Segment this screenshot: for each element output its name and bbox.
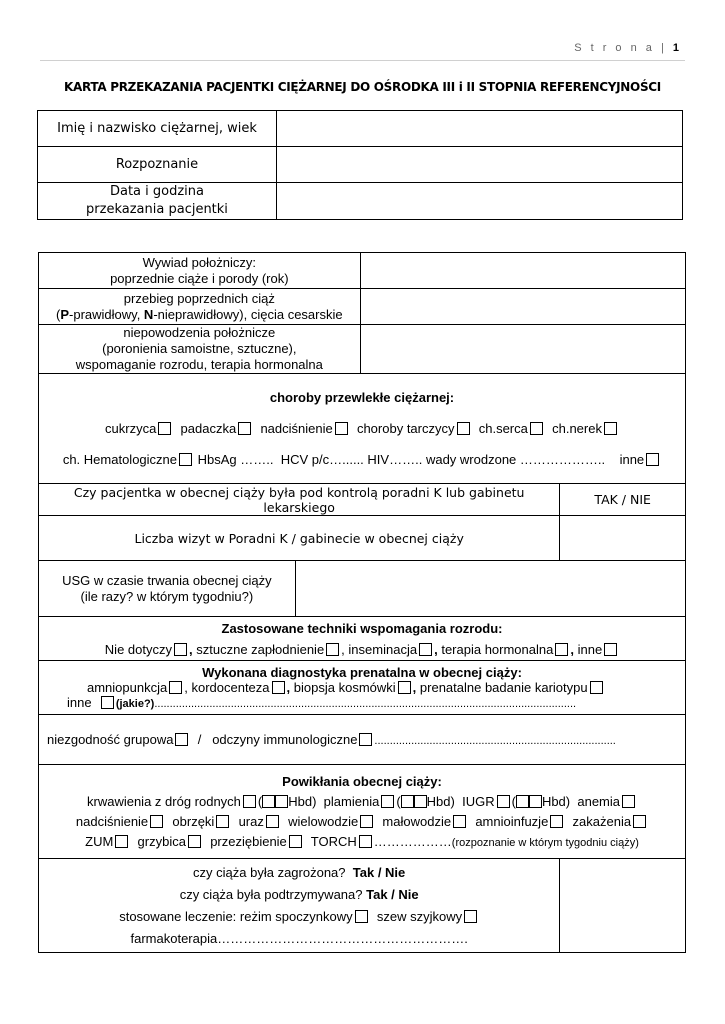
prenatal-comma2: , [286, 680, 291, 695]
infections-checkbox[interactable] [633, 815, 646, 828]
failures-field[interactable] [360, 325, 685, 374]
torch-dots[interactable]: ……………… [373, 834, 452, 849]
fungal-label: grzybica [137, 834, 186, 849]
immuno-section [39, 715, 686, 765]
transfer-label [38, 183, 277, 220]
maintained-answer[interactable]: Tak / Nie [366, 886, 419, 902]
heart-checkbox[interactable] [530, 422, 543, 435]
hiv-label: HIV…….. [367, 452, 423, 467]
bleeding-hbd-label: Hbd) [288, 794, 317, 809]
uraz-label: uraz [238, 814, 264, 829]
assisted-section [39, 617, 686, 661]
chronic-row2 [39, 452, 685, 467]
prev-line1: przebieg poprzednich ciąż [123, 290, 275, 306]
risk-section [39, 859, 560, 953]
artificial-checkbox[interactable] [326, 643, 339, 656]
epilepsy-label: padaczka [180, 421, 237, 436]
immuno-slash: / [197, 732, 202, 747]
reactions-checkbox[interactable] [359, 733, 372, 746]
heart-label: ch.serca [478, 421, 528, 436]
chronic-section [39, 374, 686, 484]
failures-label [39, 325, 361, 374]
bleeding-hbd-box1[interactable] [262, 795, 275, 808]
prev-line2 [39, 307, 360, 323]
insemination-label: inseminacja [348, 641, 418, 657]
spotting-paren: ( [396, 794, 401, 809]
prev-p-text: -prawidłowy, [69, 306, 144, 322]
insemination-checkbox[interactable] [419, 643, 432, 656]
chronic-other-checkbox[interactable] [646, 453, 659, 466]
zum-checkbox[interactable] [115, 835, 128, 848]
reactions-dots[interactable]: ............................................................................... [374, 735, 616, 747]
transfer-field[interactable] [277, 183, 683, 220]
diabetes-checkbox[interactable] [158, 422, 171, 435]
prev-pregnancies-label [39, 289, 361, 325]
visits-field[interactable] [560, 516, 686, 561]
control-question: Czy pacjentka w obecnej ciąży była pod kontrolą poradni K lub gabinetu lekarskiego [39, 484, 560, 516]
assisted-comma4: , [570, 641, 574, 657]
assisted-other-label: inne [577, 641, 603, 657]
amnio-label: amniopunkcja [87, 680, 168, 695]
chronic-other-label: inne [619, 452, 645, 467]
diagnosis-label: Rozpoznanie [38, 147, 277, 183]
page-label: S t r o n a [574, 42, 655, 54]
artificial-label: sztuczne zapłodnienie [196, 641, 325, 657]
spotting-hbd-box1[interactable] [401, 795, 414, 808]
polyhydramnios-label: wielowodzie [288, 814, 359, 829]
obstetric-label [39, 253, 361, 289]
complications-row3 [39, 834, 685, 849]
obstetric-line2: poprzednie ciąże i porody (rok) [110, 270, 289, 286]
transfer-label-line2: przekazania pacjentki [86, 202, 228, 217]
threatened-row [39, 862, 559, 884]
form-title: KARTA PRZEKAZANIA PACJENTKI CIĘŻARNEJ DO OŚRODKA III i II STOPNIA REFERENCYJNOŚCI [64, 80, 661, 94]
hypertension-checkbox[interactable] [335, 422, 348, 435]
karyotype-label: prenatalne badanie kariotypu [419, 680, 588, 695]
edema-label: obrzęki [172, 814, 215, 829]
rest-label: stosowane leczenie: reżim spoczynkowy [119, 908, 353, 924]
obstetric-field[interactable] [360, 253, 685, 289]
fail-line2: (poronienia samoistne, sztuczne), [102, 341, 297, 356]
name-label: Imię i nazwisko ciężarnej, wiek [38, 111, 277, 147]
cvs-checkbox[interactable] [398, 681, 411, 694]
uraz-checkbox[interactable] [266, 815, 279, 828]
bleeding-hbd-box2[interactable] [275, 795, 288, 808]
transfer-label-line1: Data i godzina [109, 184, 204, 199]
threatened-question: czy ciąża była zagrożona? [193, 864, 346, 880]
chronic-row1 [39, 421, 685, 436]
hemato-label: ch. Hematologiczne [62, 452, 177, 467]
oligohydramnios-label: małowodzie [382, 814, 452, 829]
amnioinfusion-checkbox[interactable] [550, 815, 563, 828]
prenatal-row [67, 680, 685, 695]
prenatal-other-row [67, 695, 667, 710]
name-field[interactable] [277, 111, 683, 147]
cerclage-checkbox[interactable] [464, 910, 477, 923]
control-answer[interactable]: TAK / NIE [560, 484, 686, 516]
prenatal-other-checkbox[interactable] [101, 696, 114, 709]
thyroid-checkbox[interactable] [457, 422, 470, 435]
assisted-comma3: , [434, 641, 438, 657]
infections-label: zakażenia [572, 814, 632, 829]
anemia-label: anemia [577, 794, 620, 809]
prenatal-comma3: , [412, 680, 417, 695]
complications-row1 [39, 794, 685, 809]
assisted-other-checkbox[interactable] [604, 643, 617, 656]
rest-checkbox[interactable] [355, 910, 368, 923]
assisted-heading: Zastosowane techniki wspomagania rozrodu: [221, 620, 503, 636]
page-header [574, 42, 679, 54]
prev-p: P [60, 306, 70, 322]
bleeding-label: krwawienia z dróg rodnych [87, 794, 241, 809]
comp-hypertension-checkbox[interactable] [150, 815, 163, 828]
diagnosis-field[interactable] [277, 147, 683, 183]
assisted-row [39, 642, 685, 657]
iugr-hbd-label: Hbd) [541, 794, 571, 809]
karyotype-checkbox[interactable] [590, 681, 603, 694]
iugr-hbd-box2[interactable] [529, 795, 542, 808]
prenatal-which-label: (jakie?) [115, 698, 155, 710]
group-checkbox[interactable] [175, 733, 188, 746]
treatment-row [39, 906, 559, 928]
iugr-hbd-box1[interactable] [516, 795, 529, 808]
polyhydramnios-checkbox[interactable] [360, 815, 373, 828]
prev-n: N [143, 306, 154, 322]
complications-section [39, 765, 686, 859]
usg-field[interactable] [295, 561, 685, 617]
defects-label: wady wrodzone ……………….. [425, 452, 606, 467]
usg-line1: USG w czasie trwania obecnej ciąży [62, 572, 272, 588]
hemato-checkbox[interactable] [179, 453, 192, 466]
fail-line3: wspomaganie rozrodu, terapia hormonalna [75, 357, 323, 372]
prenatal-section [39, 661, 686, 715]
risk-field[interactable] [560, 859, 686, 953]
torch-label: TORCH [310, 834, 357, 849]
comp-hypertension-label: nadciśnienie [75, 814, 149, 829]
visits-label: Liczba wizyt w Poradni K / gabinecie w obecnej ciąży [39, 516, 560, 561]
header-rule [40, 60, 685, 61]
thyroid-label: choroby tarczycy [356, 421, 455, 436]
hypertension-label: nadciśnienie [260, 421, 333, 436]
hcv-label: HCV p/c…...... [280, 452, 364, 467]
hormonal-checkbox[interactable] [555, 643, 568, 656]
spotting-label: plamienia [323, 794, 380, 809]
iugr-checkbox[interactable] [497, 795, 510, 808]
epilepsy-checkbox[interactable] [238, 422, 251, 435]
prev-n-text: -nieprawidłowy), cięcia cesarskie [153, 306, 343, 322]
prev-paren: ( [56, 306, 61, 322]
hormonal-label: terapia hormonalna [441, 641, 554, 657]
torch-checkbox[interactable] [359, 835, 372, 848]
oligohydramnios-checkbox[interactable] [453, 815, 466, 828]
maintained-question: czy ciąża była podtrzymywana? [179, 886, 363, 902]
assisted-comma1: , [189, 641, 193, 657]
prenatal-other-label: inne [67, 695, 92, 710]
na-label: Nie dotyczy [104, 641, 172, 657]
threatened-answer[interactable]: Tak / Nie [352, 864, 406, 880]
page-number: 1 [672, 42, 679, 54]
cordo-checkbox[interactable] [272, 681, 285, 694]
spotting-checkbox[interactable] [381, 795, 394, 808]
diabetes-label: cukrzyca [105, 421, 157, 436]
bleeding-checkbox[interactable] [243, 795, 256, 808]
cvs-label: biopsja kosmówki [293, 680, 396, 695]
cordo-label: kordocenteza [191, 680, 270, 695]
prev-pregnancies-field[interactable] [360, 289, 685, 325]
kidney-label: ch.nerek [552, 421, 602, 436]
chronic-heading: choroby przewlekłe ciężarnej: [269, 390, 455, 405]
cold-checkbox[interactable] [289, 835, 302, 848]
spotting-hbd-label: Hbd) [426, 794, 455, 809]
patient-table [37, 110, 683, 220]
anemia-checkbox[interactable] [622, 795, 635, 808]
group-label: niezgodność grupowa [47, 732, 174, 747]
torch-note: (rozpoznanie w którym tygodniu ciąży) [451, 837, 639, 849]
complications-row2 [39, 814, 685, 829]
amnioinfusion-label: amnioinfuzje [475, 814, 549, 829]
assisted-comma2: , [341, 641, 345, 657]
fail-line1: niepowodzenia położnicze [123, 325, 276, 340]
na-checkbox[interactable] [174, 643, 187, 656]
zum-label: ZUM [85, 834, 114, 849]
prenatal-which-dots[interactable]: .......................................................................................................................................... [154, 698, 577, 710]
prenatal-heading: Wykonana diagnostyka prenatalna w obecnej ciąży: [202, 665, 522, 680]
prenatal-comma1: , [184, 680, 188, 695]
iugr-paren: ( [511, 794, 516, 809]
complications-heading: Powikłania obecnej ciąży: [282, 774, 442, 789]
page-separator: | [660, 42, 667, 54]
history-table [38, 252, 686, 953]
amnio-checkbox[interactable] [169, 681, 182, 694]
iugr-label: IUGR [462, 794, 495, 809]
pharma-row[interactable]: farmakoterapia…………………………………………………. [130, 930, 468, 946]
cold-label: przeziębienie [210, 834, 287, 849]
spotting-hbd-box2[interactable] [414, 795, 427, 808]
fungal-checkbox[interactable] [188, 835, 201, 848]
maintained-row [39, 884, 559, 906]
obstetric-line1: Wywiad położniczy: [142, 254, 256, 270]
usg-label [39, 561, 296, 617]
cerclage-label: szew szyjkowy [376, 908, 463, 924]
edema-checkbox[interactable] [216, 815, 229, 828]
usg-line2: (ile razy? w którym tygodniu?) [80, 588, 254, 604]
reactions-label: odczyny immunologiczne [212, 732, 358, 747]
bleeding-paren: ( [257, 794, 263, 809]
hbs-label: HbsAg …….. [197, 452, 274, 467]
kidney-checkbox[interactable] [604, 422, 617, 435]
